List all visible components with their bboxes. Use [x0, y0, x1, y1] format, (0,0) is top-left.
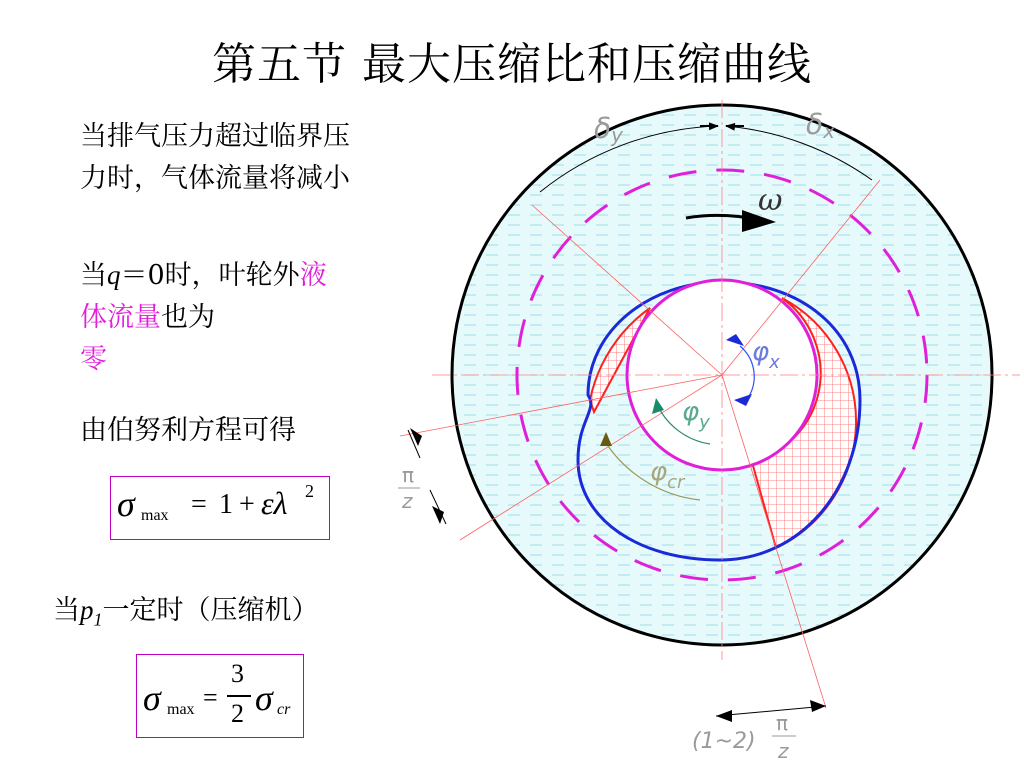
bottom-arrow-right — [810, 700, 826, 712]
label-pi-den: z — [402, 489, 413, 513]
label-phi-y: $\varphi_y$ — [682, 397, 710, 433]
fraction-numerator: 3 — [231, 659, 244, 688]
label-phi-x: $\varphi_x$ — [752, 337, 780, 373]
number-one: 1 — [219, 489, 233, 520]
label-phi-cr: $\varphi_{cr}$ — [650, 457, 685, 493]
equals-sign: = — [203, 683, 218, 712]
symbol-sigma: σ — [143, 678, 161, 718]
label-bottom-pi: π — [776, 711, 789, 735]
fraction-denominator: 2 — [231, 699, 244, 728]
var-q: q — [107, 260, 121, 290]
paragraph-bernoulli: 由伯努利方程可得 — [80, 415, 296, 446]
highlight-zero: 零 — [80, 344, 107, 375]
paragraph-critical-pressure: 当排气压力超过临界压力时，气体流量将减小 — [80, 121, 350, 194]
subscript-cr: cr — [277, 701, 291, 718]
label-delta-y: δy — [594, 112, 623, 147]
pi-z-arrow-2 — [432, 506, 444, 524]
label-bottom-range: (1~2) — [692, 729, 756, 754]
symbol-sigma-cr: σ — [255, 678, 273, 718]
highlight-liquid-flow: 液体流量 — [80, 260, 327, 333]
plus-sign: + — [239, 489, 255, 520]
exponent-two: 2 — [305, 481, 314, 501]
label-omega: ω — [758, 183, 783, 218]
label-bottom-z: z — [778, 739, 789, 763]
label-pi-num: π — [402, 463, 415, 487]
text-post: 也为 — [161, 302, 215, 333]
symbol-sigma: σ — [117, 484, 135, 524]
subscript-max: max — [141, 507, 169, 524]
equals-sign: = — [191, 489, 207, 520]
text-pre: 当 — [80, 260, 107, 291]
subscript-max: max — [167, 701, 195, 718]
sub-1: 1 — [93, 609, 103, 630]
text-eq: ＝0时，叶轮外 — [120, 260, 300, 291]
text-pre: 当 — [53, 595, 80, 626]
pi-z-arrow-1 — [410, 428, 422, 446]
text-post: 一定时（压缩机） — [102, 595, 319, 626]
epsilon-lambda: ελ — [261, 485, 288, 521]
slide-title: 第五节 最大压缩比和压缩曲线 — [212, 39, 812, 90]
var-p: p — [80, 595, 94, 625]
bottom-arrow-left — [716, 710, 732, 722]
label-delta-x: δx — [806, 108, 835, 143]
bottom-dim-line — [716, 706, 826, 716]
